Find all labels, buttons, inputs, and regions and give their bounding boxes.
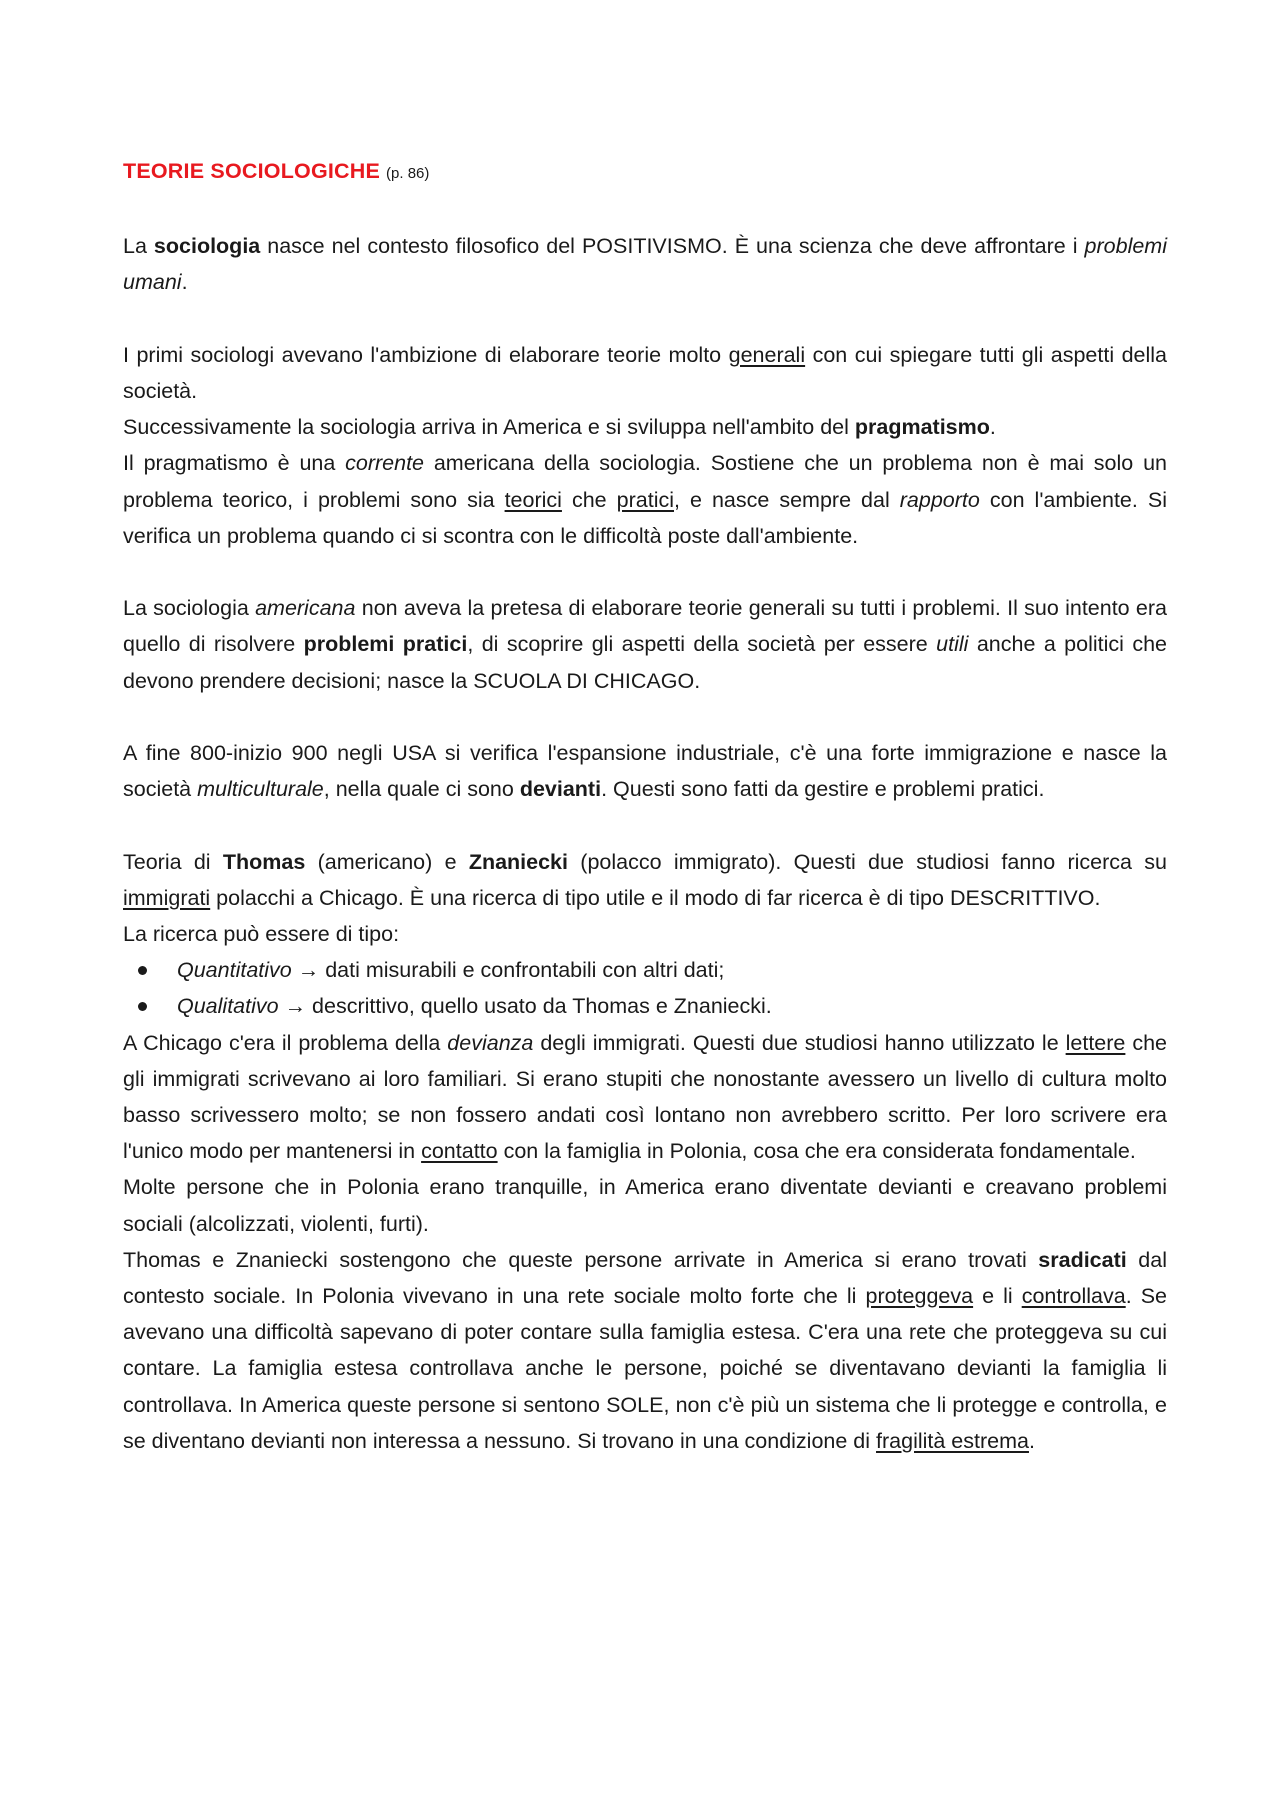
- paragraph-persone-devianti: Molte persone che in Polonia erano tranquille, in America erano diventate devianti e creavano problemi sociali (alcolizzati, violenti, furti).: [123, 1175, 1167, 1236]
- page-reference: (p. 86): [386, 165, 430, 182]
- paragraph-thomas-znaniecki: Teoria di Thomas (americano) e Znaniecki (polacco immigrato). Questi due studiosi fanno ricerca su immigrati polacchi a Chicago. È una ricerca di tipo utile e il modo di far ricerca è di tipo DESCRITTIVO.: [123, 849, 1167, 910]
- paragraph-positivismo: La sociologia nasce nel contesto filosofico del POSITIVISMO. È una scienza che deve affrontare i problemi umani.: [123, 234, 1167, 295]
- document-title: TEORIE SOCIOLOGICHE: [123, 159, 381, 183]
- paragraph-primi-sociologi: I primi sociologi avevano l'ambizione di elaborare teorie molto generali con cui spiegare tutti gli aspetti della società.: [123, 342, 1167, 403]
- document-heading: [123, 153, 1167, 192]
- arrow-right-icon: →: [297, 958, 320, 983]
- paragraph-espansione-industriale: A fine 800-inizio 900 negli USA si verifica l'espansione industriale, c'è una forte immigrazione e nasce la società multiculturale, nella quale ci sono devianti. Questi sono fatti da gestire e problemi pratici.: [123, 741, 1167, 802]
- bullet-icon: [138, 966, 147, 975]
- paragraph-devianza-lettere: A Chicago c'era il problema della devianza degli immigrati. Questi due studiosi hanno utilizzato le lettere che gli immigrati scrivevano ai loro familiari. Si erano stupiti che nonostante avessero un livello di cultura molto basso scrivessero molto; se non fossero andati così lontano non avrebbero scritto. Per loro scrivere era l'unico modo per mantenersi in contatto con la famiglia in Polonia, cosa che era considerata fondamentale.: [123, 1030, 1168, 1164]
- arrow-right-icon: →: [284, 994, 307, 1019]
- paragraph-sradicati: Thomas e Znaniecki sostengono che queste persone arrivate in America si erano trovati sradicati dal contesto sociale. In Polonia vivevano in una rete sociale molto forte che li proteggeva e li controllava. Se avevano una difficoltà sapevano di poter contare sulla famiglia estesa. C'era una rete che proteggeva su cui contare. La famiglia estesa controllava anche le persone, poiché se diventavano devianti la famiglia li controllava. In America queste persone si sentono SOLE, non c'è più un sistema che li protegge e controlla, e se diventano devianti non interessa a nessuno. Si trovano in una condizione di fragilità estrema.: [123, 1247, 1167, 1453]
- bullet-icon: [138, 1002, 147, 1011]
- list-item: Qualitativo → descrittivo, quello usato da Thomas e Znaniecki.: [123, 988, 1167, 1024]
- paragraph-tipo-ricerca: La ricerca può essere di tipo:: [123, 922, 400, 946]
- research-type-list: [123, 952, 1167, 1024]
- list-item: Quantitativo → dati misurabili e confrontabili con altri dati;: [123, 952, 1167, 988]
- paragraph-pragmatismo: Il pragmatismo è una corrente americana della sociologia. Sostiene che un problema non è mai solo un problema teorico, i problemi sono sia teorici che pratici, e nasce sempre dal rapporto con l'ambiente. Si verifica un problema quando ci si scontra con le difficoltà poste dall'ambiente.: [123, 451, 1167, 548]
- document-page: [123, 153, 1167, 1459]
- paragraph-america: Successivamente la sociologia arriva in America e si sviluppa nell'ambito del pragmatismo.: [123, 415, 996, 440]
- paragraph-sociologia-americana: La sociologia americana non aveva la pretesa di elaborare teorie generali su tutti i problemi. Il suo intento era quello di risolvere problemi pratici, di scoprire gli aspetti della società per essere utili anche a politici che devono prendere decisioni; nasce la SCUOLA DI CHICAGO.: [123, 596, 1167, 693]
